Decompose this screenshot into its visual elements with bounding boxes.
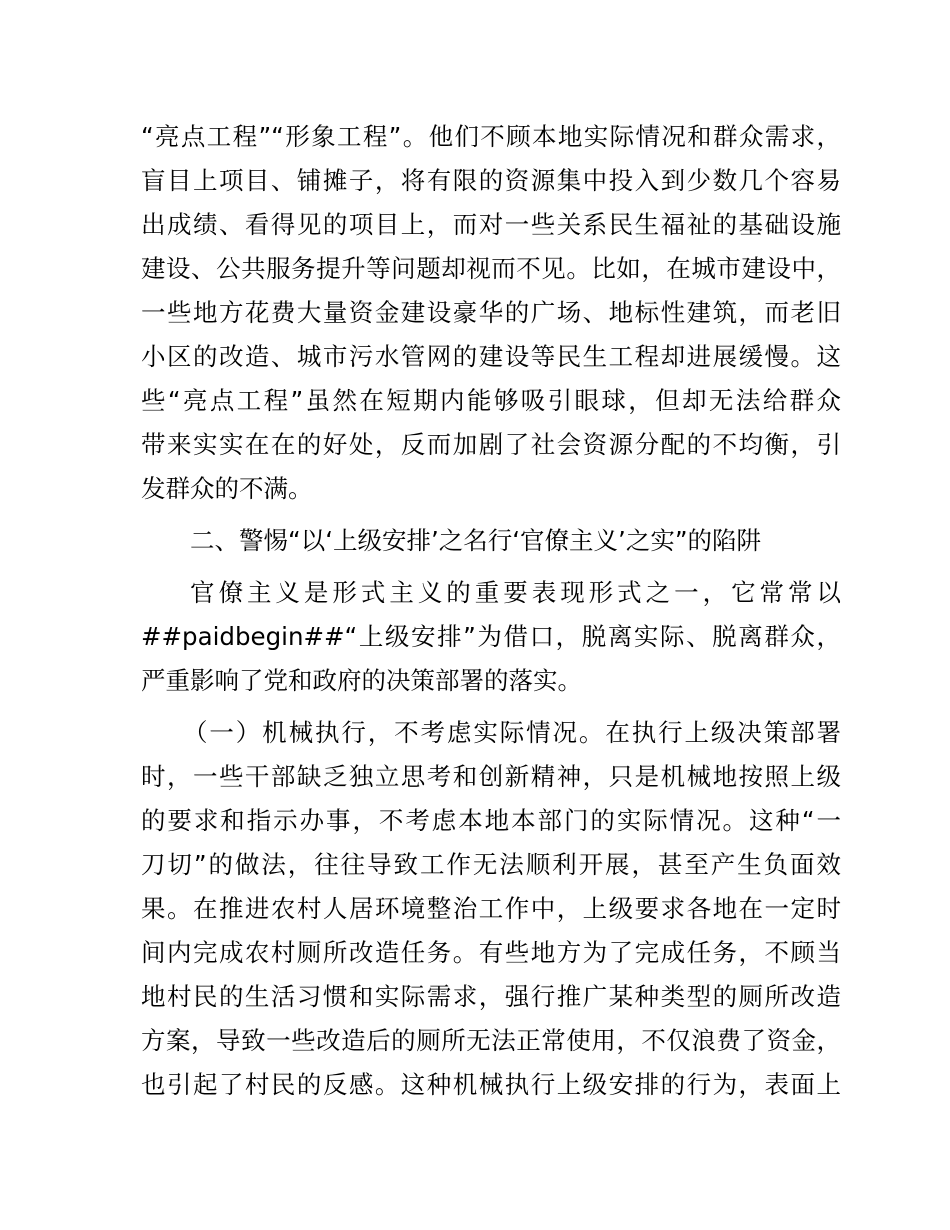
paragraph-line: 也引起了村民的反感。这种机械执行上级安排的行为，表面上 [141,1070,841,1099]
paragraph-line: 发群众的不满。 [141,474,313,503]
paragraph-line: 方案，导致一些改造后的厕所无法正常使用，不仅浪费了资金， [141,1026,841,1055]
paragraph-line: 一些地方花费大量资金建设豪华的广场、地标性建筑，而老旧 [141,298,841,327]
section-heading: 二、警惕“以‘上级安排’之名行‘官僚主义’之实”的陷阱 [190,526,762,555]
paragraph-line: 些“亮点工程”虽然在短期内能够吸引眼球，但却无法给群众 [141,386,841,415]
paragraph-line: 官僚主义是形式主义的重要表现形式之一，它常常以 [190,578,841,607]
paragraph-line: 带来实实在在的好处，反而加剧了社会资源分配的不均衡，引 [141,430,841,459]
paragraph-line: 小区的改造、城市污水管网的建设等民生工程却进展缓慢。这 [141,342,841,371]
paragraph-line: 建设、公共服务提升等问题却视而不见。比如，在城市建设中， [141,254,841,283]
paragraph-line: 严重影响了党和政府的决策部署的落实。 [141,666,582,695]
paragraph-line: 的要求和指示办事，不考虑本地本部门的实际情况。这种“一 [141,806,841,835]
paragraph-line: 时，一些干部缺乏独立思考和创新精神，只是机械地按照上级 [141,762,841,791]
paragraph-line: 果。在推进农村人居环境整治工作中，上级要求各地在一定时 [141,894,841,923]
paragraph-line: 间内完成农村厕所改造任务。有些地方为了完成任务，不顾当 [141,938,841,967]
paragraph-line: 刀切”的做法，往往导致工作无法顺利开展，甚至产生负面效 [141,850,841,879]
paragraph-line: 地村民的生活习惯和实际需求，强行推广某种类型的厕所改造 [141,982,841,1011]
paragraph-line: 出成绩、看得见的项目上，而对一些关系民生福祉的基础设施 [141,210,841,239]
subsection-line: （一）机械执行，不考虑实际情况。在执行上级决策部署 [183,718,841,747]
paragraph-line: “亮点工程”“形象工程”。他们不顾本地实际情况和群众需求， [141,122,841,151]
paragraph-line: ##paidbegin##“上级安排”为借口，脱离实际、脱离群众， [141,622,841,651]
paragraph-line: 盲目上项目、铺摊子，将有限的资源集中投入到少数几个容易 [141,166,841,195]
